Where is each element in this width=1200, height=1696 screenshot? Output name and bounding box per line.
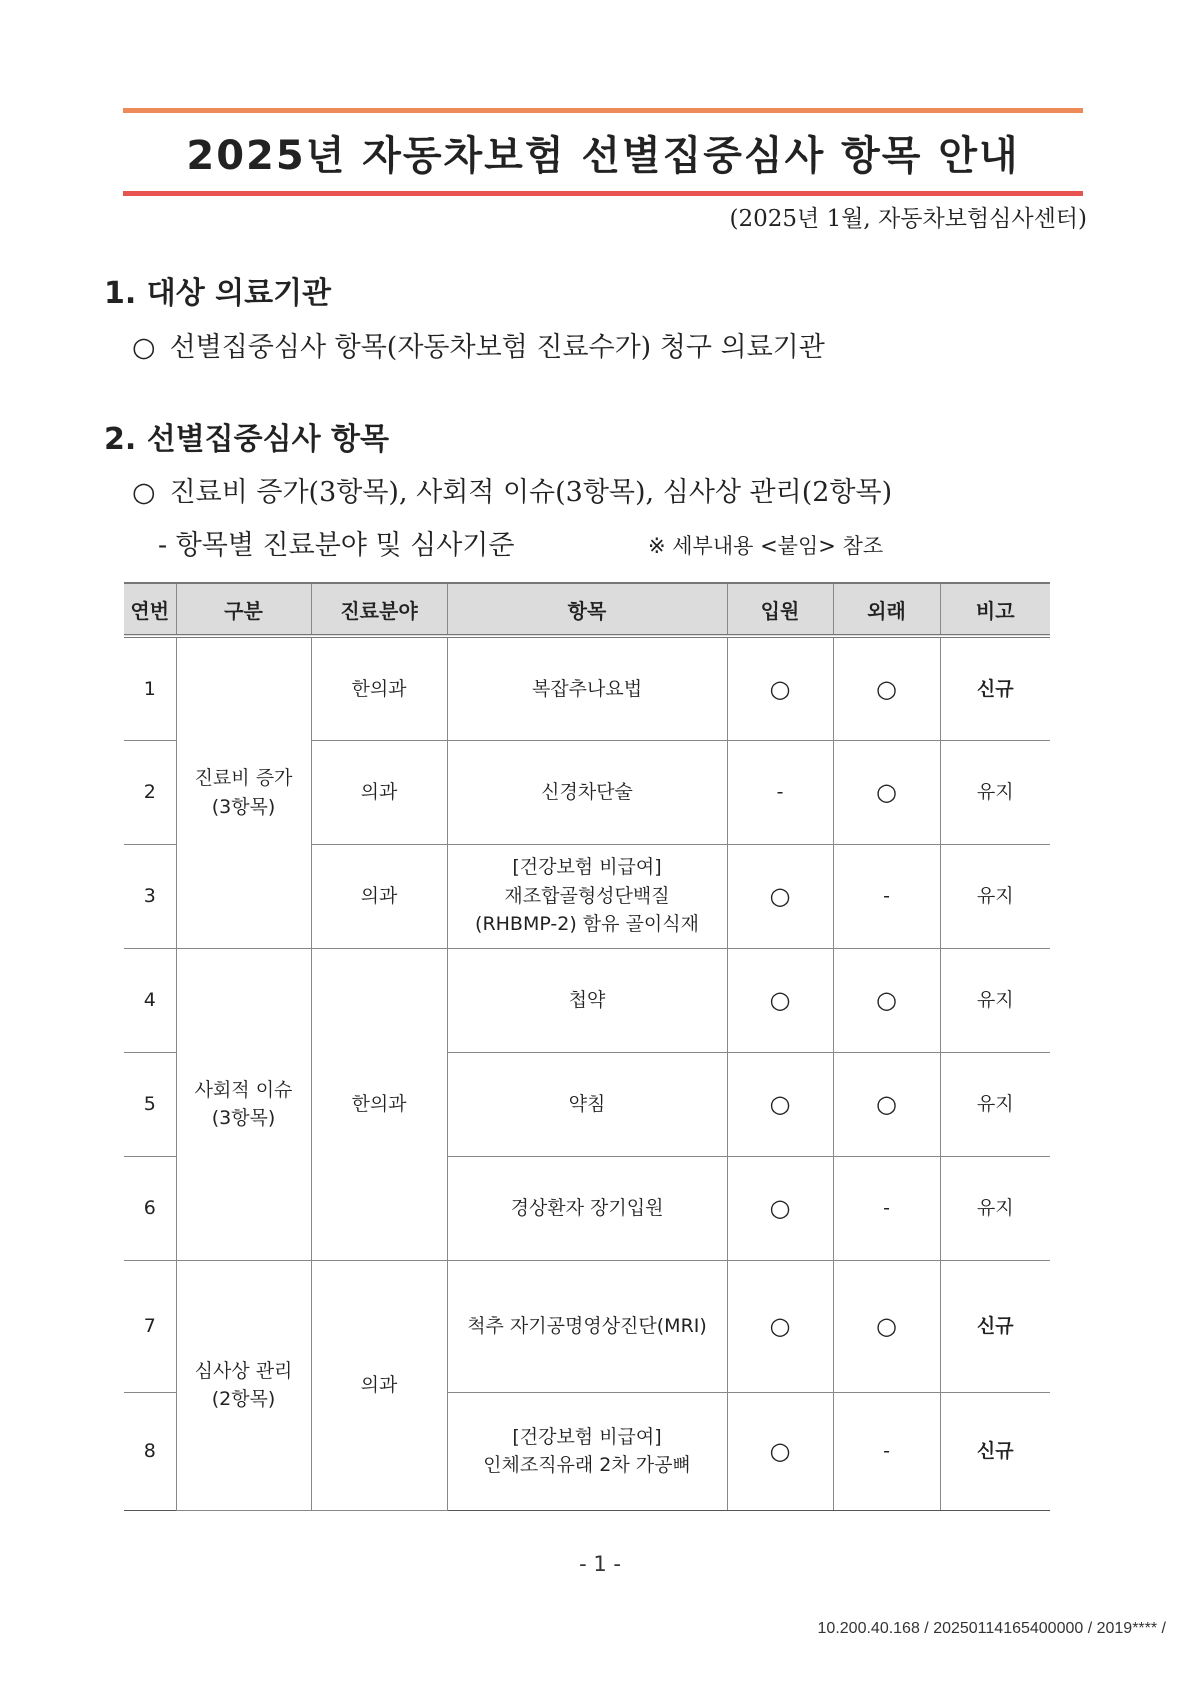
cell-no: 3	[124, 844, 176, 948]
cell-field: 한의과	[311, 948, 447, 1260]
header-item: 항목	[447, 583, 727, 636]
cell-field: 한의과	[311, 636, 447, 740]
cell-no: 2	[124, 740, 176, 844]
cell-outpatient: -	[833, 1392, 940, 1510]
cell-inpatient: ○	[727, 948, 833, 1052]
bullet-text: 선별집중심사 항목(자동차보험 진료수가) 청구 의료기관	[169, 332, 825, 363]
cell-item: 척추 자기공명영상진단(MRI)	[447, 1260, 727, 1392]
cell-no: 4	[124, 948, 176, 1052]
table-row	[124, 948, 1050, 1052]
cell-outpatient: ○	[833, 1052, 940, 1156]
table-header-row	[124, 583, 1050, 636]
cell-item: 약침	[447, 1052, 727, 1156]
cell-note: 유지	[940, 740, 1050, 844]
bullet-text: 진료비 증가(3항목), 사회적 이슈(3항목), 심사상 관리(2항목)	[169, 477, 893, 508]
cell-inpatient: ○	[727, 1052, 833, 1156]
section-1-heading: 1. 대상 의료기관	[104, 276, 332, 311]
bullet-circle-icon: ○	[132, 332, 156, 363]
cell-category: 진료비 증가 (3항목)	[176, 636, 311, 948]
cell-outpatient: ○	[833, 948, 940, 1052]
review-items-table	[124, 582, 1050, 1511]
cell-item: 신경차단술	[447, 740, 727, 844]
cell-note: 유지	[940, 1156, 1050, 1260]
reference-note: ※ 세부내용 <붙임> 참조	[648, 534, 884, 558]
header-category: 구분	[176, 583, 311, 636]
table-row	[124, 1260, 1050, 1392]
bullet-circle-icon: ○	[132, 477, 156, 508]
cell-inpatient: ○	[727, 636, 833, 740]
cell-inpatient: -	[727, 740, 833, 844]
document-title: 2025년 자동차보험 선별집중심사 항목 안내	[186, 132, 1020, 179]
cell-field: 의과	[311, 844, 447, 948]
cell-inpatient: ○	[727, 844, 833, 948]
cell-note: 신규	[940, 1392, 1050, 1510]
cell-no: 7	[124, 1260, 176, 1392]
cell-no: 1	[124, 636, 176, 740]
cell-outpatient: ○	[833, 740, 940, 844]
header-no: 연번	[124, 583, 176, 636]
section-2-heading: 2. 선별집중심사 항목	[104, 422, 389, 457]
section-2-bullet	[132, 470, 892, 509]
header-outpatient: 외래	[833, 583, 940, 636]
cell-item: 경상환자 장기입원	[447, 1156, 727, 1260]
cell-item: [건강보험 비급여] 인체조직유래 2차 가공뼈	[447, 1392, 727, 1510]
cell-item: 복잡추나요법	[447, 636, 727, 740]
cell-note: 유지	[940, 844, 1050, 948]
cell-note: 유지	[940, 948, 1050, 1052]
table-row	[124, 636, 1050, 740]
page-number: - 1 -	[579, 1552, 621, 1576]
cell-outpatient: ○	[833, 636, 940, 740]
cell-note: 신규	[940, 636, 1050, 740]
header-note: 비고	[940, 583, 1050, 636]
cell-no: 6	[124, 1156, 176, 1260]
cell-no: 5	[124, 1052, 176, 1156]
title-block	[123, 108, 1083, 196]
cell-category: 심사상 관리 (2항목)	[176, 1260, 311, 1510]
cell-outpatient: -	[833, 844, 940, 948]
cell-outpatient: ○	[833, 1260, 940, 1392]
document-subinfo: (2025년 1월, 자동차보험심사센터)	[729, 206, 1087, 232]
cell-field: 의과	[311, 740, 447, 844]
cell-outpatient: -	[833, 1156, 940, 1260]
cell-item: [건강보험 비급여] 재조합골형성단백질 (RHBMP-2) 함유 골이식재	[447, 844, 727, 948]
cell-field: 의과	[311, 1260, 447, 1510]
cell-inpatient: ○	[727, 1156, 833, 1260]
cell-no: 8	[124, 1392, 176, 1510]
footer-stamp: 10.200.40.168 / 20250114165400000 / 2019**** /	[817, 1620, 1166, 1637]
cell-note: 유지	[940, 1052, 1050, 1156]
cell-inpatient: ○	[727, 1260, 833, 1392]
cell-category: 사회적 이슈 (3항목)	[176, 948, 311, 1260]
section-2-dash-line: - 항목별 진료분야 및 심사기준	[158, 530, 515, 561]
header-field: 진료분야	[311, 583, 447, 636]
section-1-bullet	[132, 325, 825, 364]
cell-note: 신규	[940, 1260, 1050, 1392]
cell-inpatient: ○	[727, 1392, 833, 1510]
cell-item: 첩약	[447, 948, 727, 1052]
header-inpatient: 입원	[727, 583, 833, 636]
